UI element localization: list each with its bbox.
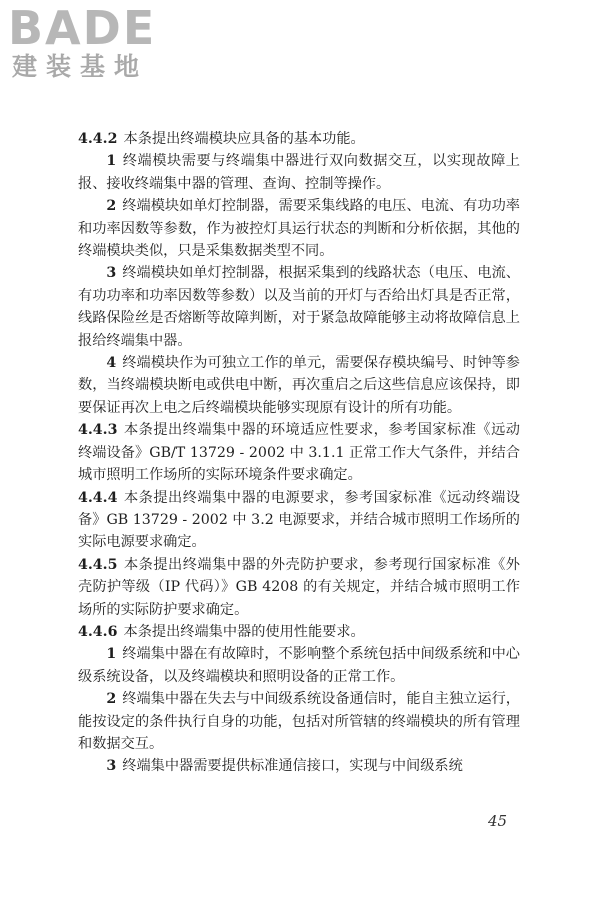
- paragraph: [78, 128, 520, 150]
- paragraph: [78, 419, 520, 486]
- paragraph: [78, 621, 520, 643]
- paragraph-text: 本条提出终端集中器的使用性能要求。: [123, 623, 365, 640]
- paragraph-text: 终端集中器在有故障时，不影响整个系统包括中间级系统和中心级系统设备，以及终端模块和照明设备的正常工作。: [78, 646, 520, 685]
- clause-number: 4.4.6: [78, 623, 118, 640]
- paragraph: [78, 195, 520, 262]
- clause-number: 4.4.5: [78, 556, 118, 573]
- logo-wordmark: BADE: [8, 1, 157, 55]
- paragraph-text: 终端集中器在失去与中间级系统设备通信时，能自主独立运行，能按设定的条件执行自身的功能，包括对所管辖的终端模块的所有管理和数据交互。: [78, 691, 520, 752]
- item-number: 3: [106, 265, 117, 282]
- paragraph: [78, 487, 520, 554]
- paragraph-text: 终端模块需要与终端集中器进行双向数据交互，以实现故障上报、接收终端集中器的管理、查询、控制等操作。: [78, 153, 520, 192]
- paragraph: [78, 554, 520, 621]
- paragraph-text: 本条提出终端集中器的外壳防护要求，参考现行国家标准《外壳防护等级（IP 代码）》GB 4208 的有关规定，并结合城市照明工作场所的实际防护要求确定。: [78, 556, 520, 618]
- paragraph: [78, 688, 520, 755]
- logo-subtitle: 建装基地: [12, 52, 149, 81]
- paragraph: [78, 755, 520, 777]
- paragraph: [78, 643, 520, 688]
- item-number: 4: [106, 355, 117, 372]
- paragraph: [78, 352, 520, 419]
- paragraph-text: 终端模块作为可独立工作的单元，需要保存模块编号、时钟等参数，当终端模块断电或供电中断，再次重启之后这些信息应该保持，即要保证再次上电之后终端模块能够实现原有设计的所有功能。: [78, 355, 520, 416]
- clause-number: 4.4.4: [78, 489, 118, 506]
- paragraph-text: 终端模块如单灯控制器，根据采集到的线路状态（电压、电流、有功功率和功率因数等参数）以及当前的开灯与否给出灯具是否正常，线路保险丝是否熔断等故障判断，对于紧急故障能够主动将故障信息上报给终端集中器。: [78, 265, 520, 349]
- item-number: 1: [106, 153, 117, 170]
- clause-number: 4.4.3: [78, 422, 118, 439]
- logo: [8, 1, 188, 84]
- item-number: 3: [106, 758, 117, 775]
- document-body: [78, 128, 520, 778]
- clause-number: 4.4.2: [78, 131, 118, 147]
- paragraph-text: 终端模块如单灯控制器，需要采集线路的电压、电流、有功功率和功率因数等参数，作为被控灯具运行状态的判断和分析依据，其他的终端模块类似，只是采集数据类型不同。: [78, 198, 520, 260]
- page-number: 45: [488, 812, 508, 830]
- paragraph-text: 本条提出终端集中器的电源要求，参考国家标准《远动终端设备》GB 13729 - 2002 中 3.2 电源要求，并结合城市照明工作场所的实际电源要求确定。: [78, 489, 520, 551]
- paragraph-text: 本条提出终端集中器的环境适应性要求，参考国家标准《远动终端设备》GB/T 13729 - 2002 中 3.1.1 正常工作大气条件，并结合城市照明工作场所的实际环境条件要求确定。: [78, 422, 520, 484]
- item-number: 1: [106, 646, 117, 663]
- paragraph-text: 终端集中器需要提供标准通信接口，实现与中间级系统: [122, 758, 463, 775]
- paragraph: [78, 150, 520, 195]
- item-number: 2: [106, 198, 117, 215]
- item-number: 2: [106, 691, 117, 708]
- paragraph: [78, 262, 520, 352]
- paragraph-text: 本条提出终端模块应具备的基本功能。: [123, 131, 365, 147]
